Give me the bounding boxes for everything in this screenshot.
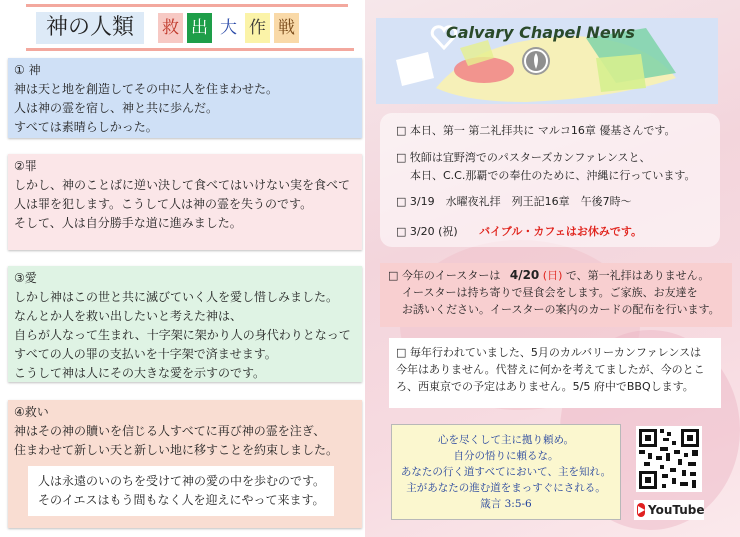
section-line: すべては素晴らしかった。 [14, 120, 158, 134]
section-line: しかし神はこの世と共に滅びていく人を愛し惜しみました。 [14, 290, 339, 304]
section-line: こうして神は人にその大きな愛を示すのです。 [14, 366, 266, 380]
conference-line: ろ、西東京での予定はありません。5/5 府中でBBQします。 [396, 380, 694, 393]
section-line: 神は天と地を創造してその中に人を住まわせた。 [14, 82, 279, 96]
title-bottom-rule [26, 48, 354, 51]
section-line: 神はその神の贖いを信じる人すべてに再び神の霊を注ぎ、 [14, 424, 326, 438]
section-line: 人は罪を犯します。こうして人は神の霊を失うのです。 [14, 197, 313, 211]
section-line: そして、人は自分勝手な道に進みました。 [14, 216, 242, 230]
section-line: 住まわせて新しい天と新しい地に移すことを約束しました。 [14, 443, 339, 457]
banner-title: Calvary Chapel News [446, 23, 635, 42]
easter-notice [380, 263, 732, 327]
verse-line: 主があなたの進む道をまっすぐにされる。 [406, 482, 606, 494]
easter-date: 4/20 [509, 268, 540, 282]
title-char-2: 出 [187, 13, 212, 43]
announcement-item: □ 3/19 水曜夜礼拝 列王記16章 午後7時〜 [396, 195, 632, 208]
verse-reference: 箴言 3:5-6 [480, 498, 532, 510]
section-heading: ④救い [14, 405, 49, 419]
conference-line: 今年はありません。代替えに何かを考えてましたが、今のとこ [396, 363, 705, 376]
easter-line: イースターは持ち寄りで昼食会をします。ご家族、お友達を [402, 286, 698, 299]
section-sin [8, 154, 362, 250]
callout-line: そのイエスはもう間もなく人を迎えにやって来ます。 [38, 493, 325, 507]
conference-line: □ 毎年行われていました、5月のカルバリーカンファレンスは [396, 346, 702, 359]
youtube-play-icon [637, 503, 645, 517]
easter-line [388, 267, 709, 284]
verse-line: 自分の悟りに頼るな。 [453, 450, 559, 462]
verse-line: あなたの行く道すべてにおいて、主を知れ。 [400, 466, 612, 478]
title-char-3: 大 [216, 13, 241, 43]
easter-post: で、第一礼拝はありません。 [565, 269, 710, 282]
section-god [8, 58, 362, 138]
bible-verse-card [391, 424, 621, 520]
announcement-highlight: バイブル・カフェはお休みです。 [479, 225, 642, 238]
section-line: すべての人の罪の支払いを十字架で済ませます。 [14, 347, 277, 361]
section-heading: ②罪 [14, 159, 37, 173]
section-heading: ① 神 [14, 63, 41, 77]
easter-line: お誘いください。イースターの案内のカードの配布を行います。 [402, 303, 720, 316]
chapel-logo-icon [520, 45, 552, 81]
salvation-callout [28, 466, 334, 516]
title-char-4: 作 [245, 13, 270, 43]
title-char-1: 救 [158, 13, 183, 43]
announcement-item [396, 224, 642, 240]
youtube-link[interactable] [634, 500, 704, 520]
qr-code-icon[interactable] [636, 426, 702, 492]
section-line: 自らが人なって生まれ、十字架に架かり人の身代わりとなって [14, 328, 351, 342]
callout-line: 人は永遠のいのちを受けて神の愛の中を歩むのです。 [38, 474, 326, 488]
title-main: 神の人類 [36, 12, 144, 44]
section-heading: ③愛 [14, 271, 37, 285]
announcement-item: □ 本日、第一 第二礼拝共に マルコ16章 優基さんです。 [396, 124, 676, 137]
conference-notice [389, 338, 721, 408]
section-love [8, 266, 362, 382]
announcement-item-cont: 本日、C.C.那覇での奉仕のために、沖縄に行っています。 [410, 169, 696, 182]
announcement-item: □ 牧師は宜野湾でのパスターズカンファレンスと、 [396, 151, 651, 164]
easter-pre: □ 今年のイースターは [388, 269, 501, 282]
section-line: しかし、神のことばに逆い決して食べてはいけない実を食べて [14, 178, 351, 192]
verse-line: 心を尽くして主に拠り頼め。 [437, 434, 575, 446]
section-line: なんとか人を救い出したいと考えた神は、 [14, 309, 243, 323]
easter-day: (日) [542, 269, 563, 282]
page-title [36, 12, 299, 44]
title-char-5: 戦 [274, 13, 299, 43]
youtube-label: YouTube [648, 503, 705, 517]
title-top-rule [26, 4, 348, 7]
announcement-date: □ 3/20 (祝) [396, 225, 458, 238]
section-line: 人は神の霊を宿し、神と共に歩んだ。 [14, 101, 219, 115]
